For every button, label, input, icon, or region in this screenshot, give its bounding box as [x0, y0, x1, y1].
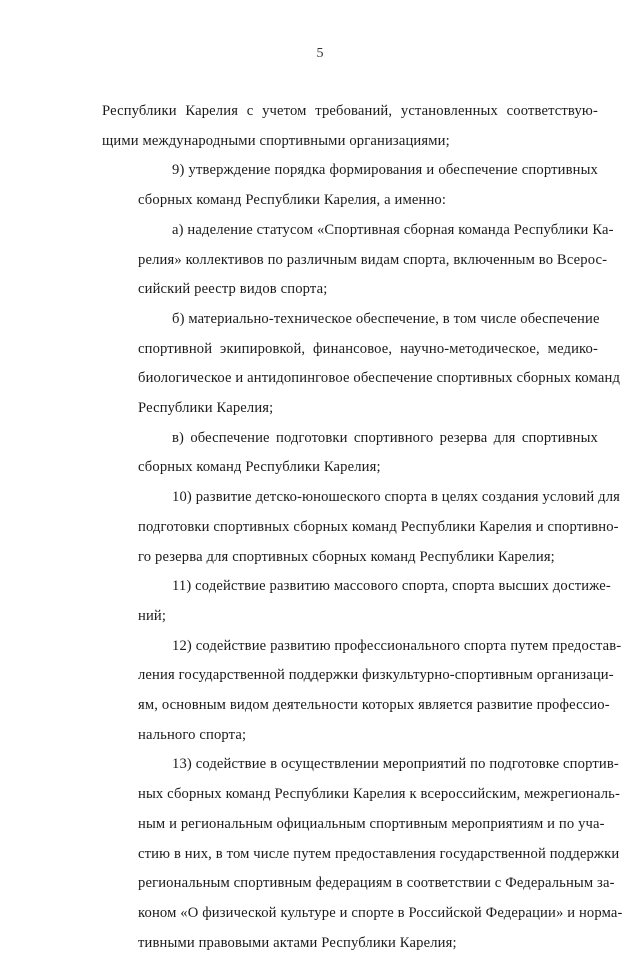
text-line: ных сборных команд Республики Карелия к всероссийским, межрегиональ-: [138, 786, 620, 803]
text-line: релия» коллективов по различным видам спорта, включенным во Всерос-: [138, 251, 608, 268]
paragraph: [102, 156, 598, 215]
text-line: сийский реестр видов спорта;: [138, 281, 328, 298]
text-line: го резерва для спортивных сборных команд Республики Карелия;: [138, 548, 555, 565]
paragraph: [102, 424, 598, 483]
text-line: Республики Карелия с учетом требований, установленных соответствую-: [102, 103, 598, 119]
paragraph: [102, 483, 621, 572]
text-line: Республики Карелия;: [138, 400, 274, 417]
document-body: [102, 97, 623, 958]
text-line: щими международными спортивными организациями;: [102, 132, 450, 149]
text-line: 12) содействие развитию профессионального спорта путем предостав-: [172, 637, 622, 654]
paragraph: [102, 216, 614, 305]
text-line: а) наделение статусом «Спортивная сборная команда Республики Ка-: [172, 221, 614, 238]
text-line: ям, основным видом деятельности которых является развитие профессио-: [138, 697, 610, 714]
text-line: нального спорта;: [138, 726, 247, 743]
text-line: ний;: [138, 607, 167, 624]
text-line: стию в них, в том числе путем предоставления государственной поддержки: [138, 845, 620, 862]
text-line: 13) содействие в осуществлении мероприятий по подготовке спортив-: [172, 756, 619, 773]
paragraph: [102, 572, 611, 631]
text-line: в) обеспечение подготовки спортивного резерва для спортивных: [172, 429, 598, 446]
paragraph: [102, 305, 621, 424]
text-line: 9) утверждение порядка формирования и обеспечение спортивных: [172, 162, 598, 179]
paragraph: [102, 632, 622, 751]
text-line: 10) развитие детско-юношеского спорта в целях создания условий для: [172, 489, 621, 506]
page-number: 5: [316, 46, 324, 61]
text-line: 11) содействие развитию массового спорта, спорта высших достиже-: [172, 578, 611, 595]
text-line: региональным спортивным федерациям в соответствии с Федеральным за-: [138, 875, 615, 892]
text-line: б) материально-техническое обеспечение, в том числе обеспечение: [172, 310, 600, 327]
text-line: ления государственной поддержки физкультурно-спортивным организаци-: [138, 667, 614, 684]
text-line: сборных команд Республики Карелия;: [138, 459, 381, 476]
text-line: сборных команд Республики Карелия, а именно:: [138, 192, 447, 209]
text-line: биологическое и антидопинговое обеспечение спортивных сборных команд: [138, 370, 621, 387]
paragraph: [102, 97, 598, 156]
text-line: коном «О физической культуре и спорте в Российской Федерации» и норма-: [138, 904, 623, 921]
text-line: спортивной экипировкой, финансовое, научно-методическое, медико-: [138, 340, 598, 357]
text-line: тивными правовыми актами Республики Карелия;: [138, 934, 457, 951]
text-line: ным и региональным официальным спортивным мероприятиям и по уча-: [138, 815, 605, 832]
text-line: подготовки спортивных сборных команд Республики Карелия и спортивно-: [138, 518, 619, 535]
paragraph: [102, 750, 623, 958]
